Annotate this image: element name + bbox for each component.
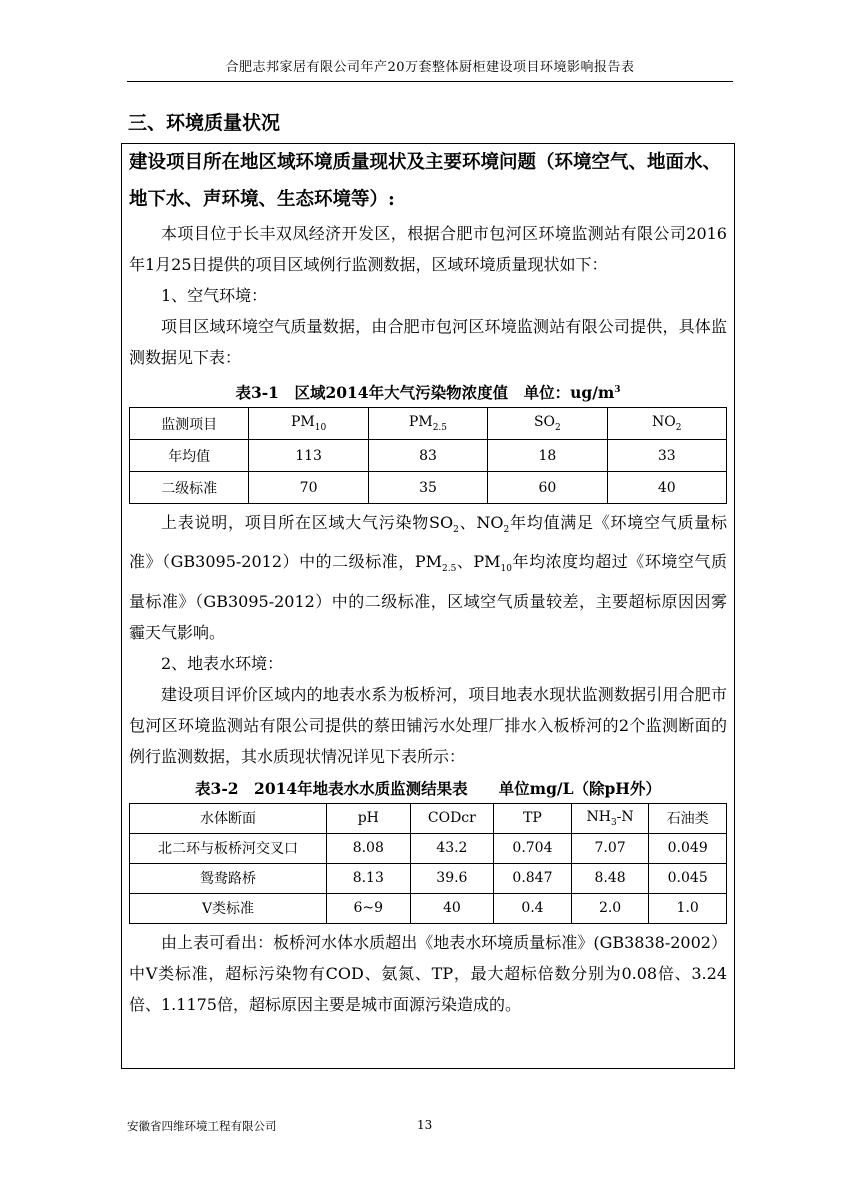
water-table <box>129 803 727 924</box>
pm10-base: PM <box>290 414 315 431</box>
conclusion-sub: 2.5 <box>441 564 457 575</box>
table-cell: 43.2 <box>410 833 494 863</box>
air-paragraph: 项目区域环境空气质量数据，由合肥市包河区环境监测站有限公司提供，具体监测数据见下表： <box>129 317 727 367</box>
air-conclusion <box>129 507 727 647</box>
air-table-caption <box>129 380 727 403</box>
table-cell: 33 <box>607 440 726 472</box>
conclusion-part: 、NO <box>458 513 504 533</box>
row-label: 年均值 <box>130 440 249 472</box>
table-cell: 8.08 <box>327 833 411 863</box>
water-heading: 2、地表水环境： <box>161 653 284 673</box>
pm25-sub: 2.5 <box>432 423 448 434</box>
table-cell: 7.07 <box>571 833 649 863</box>
content-body <box>129 143 727 1020</box>
table-cell: 2.0 <box>571 893 649 923</box>
so2-base: SO <box>533 414 556 431</box>
conclusion-sub: 2 <box>453 525 459 536</box>
table-cell: 1.0 <box>649 893 727 923</box>
table-cell: 40 <box>410 893 494 923</box>
conclusion-sub: 10 <box>500 564 512 575</box>
conclusion-part: 、PM <box>456 552 501 572</box>
row-label: 北二环与板桥河交叉口 <box>130 833 327 863</box>
pm25-base: PM <box>408 414 433 431</box>
table-row <box>130 893 727 923</box>
air-table <box>129 407 727 504</box>
conclusion-sub: 2 <box>503 525 510 536</box>
table-cell: 39.6 <box>410 863 494 893</box>
nh3-base: NH <box>586 808 611 825</box>
table-header-row <box>130 408 727 440</box>
table-cell: 70 <box>249 472 368 504</box>
section-title: 三、环境质量状况 <box>128 112 281 134</box>
header-cell-nh3n <box>571 803 649 833</box>
header-cell-pm10 <box>249 408 368 440</box>
table-cell: 35 <box>368 472 487 504</box>
header-cell: 水体断面 <box>130 803 327 833</box>
header-cell: pH <box>327 803 411 833</box>
table-cell: 83 <box>368 440 487 472</box>
header-cell-so2 <box>488 408 607 440</box>
no2-base: NO <box>652 414 676 431</box>
table-cell: 8.13 <box>327 863 411 893</box>
air-heading: 1、空气环境： <box>161 286 268 305</box>
table-cell: 0.045 <box>649 863 727 893</box>
air-caption-text: 表3-1 区域2014年大气污染物浓度值 单位：ug/m <box>235 383 615 403</box>
table-cell: 0.049 <box>649 833 727 863</box>
air-caption-sup: 3 <box>614 385 621 395</box>
nh3-suffix: -N <box>616 808 634 825</box>
conclusion-part: 年均浓度均超过《环境空气质量标准》（GB3095-2012）中的二级标准，区域空气质量较差，主要超标原因因雾霾天气影响。 <box>129 552 727 642</box>
table-row <box>130 833 727 863</box>
so2-sub: 2 <box>555 423 561 434</box>
table-header-row <box>130 803 727 833</box>
intro-paragraph: 本项目位于长丰双凤经济开发区，根据合肥市包河区环境监测站有限公司2016年1月25日提供的项目区域例行监测数据，区域环境质量现状如下： <box>129 224 727 274</box>
water-conclusion: 由上表可看出：板桥河水体水质超出《地表水环境质量标准》(GB3838-2002）中Ⅴ类标准，超标污染物有COD、氨氮、TP，最大超标倍数分别为0.08倍、3.24倍、1.1175倍，超标原因主要是城市面源污染造成的。 <box>129 932 727 1014</box>
row-label: 鸳鸯路桥 <box>130 863 327 893</box>
header-cell: 石油类 <box>649 803 727 833</box>
table-cell: 8.48 <box>571 863 649 893</box>
table-cell: 60 <box>488 472 607 504</box>
table-cell: 6~9 <box>327 893 411 923</box>
header-cell: 监测项目 <box>130 408 249 440</box>
table-row <box>130 863 727 893</box>
table-cell: 113 <box>249 440 368 472</box>
no2-sub: 2 <box>675 423 682 434</box>
table-cell: 0.704 <box>494 833 572 863</box>
pm10-sub: 10 <box>314 423 327 434</box>
page-header: 合肥志邦家居有限公司年产20万套整体厨柜建设项目环境影响报告表 <box>225 60 635 75</box>
table-cell: 0.847 <box>494 863 572 893</box>
question-heading: 建设项目所在地区域环境质量现状及主要环境问题（环境空气、地面水、地下水、声环境、生态环境等）: <box>129 152 722 210</box>
water-paragraph: 建设项目评价区域内的地表水系为板桥河，项目地表水现状监测数据引用合肥市包河区环境监测站有限公司提供的蔡田铺污水处理厂排水入板桥河的2个监测断面的例行监测数据，其水质现状情况详见下表所示： <box>129 684 727 766</box>
header-cell: TP <box>494 803 572 833</box>
conclusion-part: 上表说明，项目所在区域大气污染物SO <box>161 513 454 533</box>
water-table-caption: 表3-2 2014年地表水水质监测结果表 单位mg/L（除pH外） <box>195 778 661 798</box>
row-label: 二级标准 <box>130 472 249 504</box>
nh3-sub: 3 <box>610 817 617 828</box>
row-label: Ⅴ类标准 <box>130 893 327 923</box>
table-cell: 18 <box>488 440 607 472</box>
conclusion-part: 年均值满足《环境空气质量标准》（GB3095-2012）中的二级标准，PM <box>129 513 727 572</box>
footer-company: 安徽省四维环境工程有限公司 <box>127 1119 277 1133</box>
table-row <box>130 472 727 504</box>
header-cell-pm25 <box>368 408 487 440</box>
table-row <box>130 440 727 472</box>
page-number: 13 <box>417 1118 433 1132</box>
header-rule <box>127 81 733 82</box>
header-cell-no2 <box>607 408 726 440</box>
header-cell: CODcr <box>410 803 494 833</box>
table-cell: 40 <box>607 472 726 504</box>
table-cell: 0.4 <box>494 893 572 923</box>
